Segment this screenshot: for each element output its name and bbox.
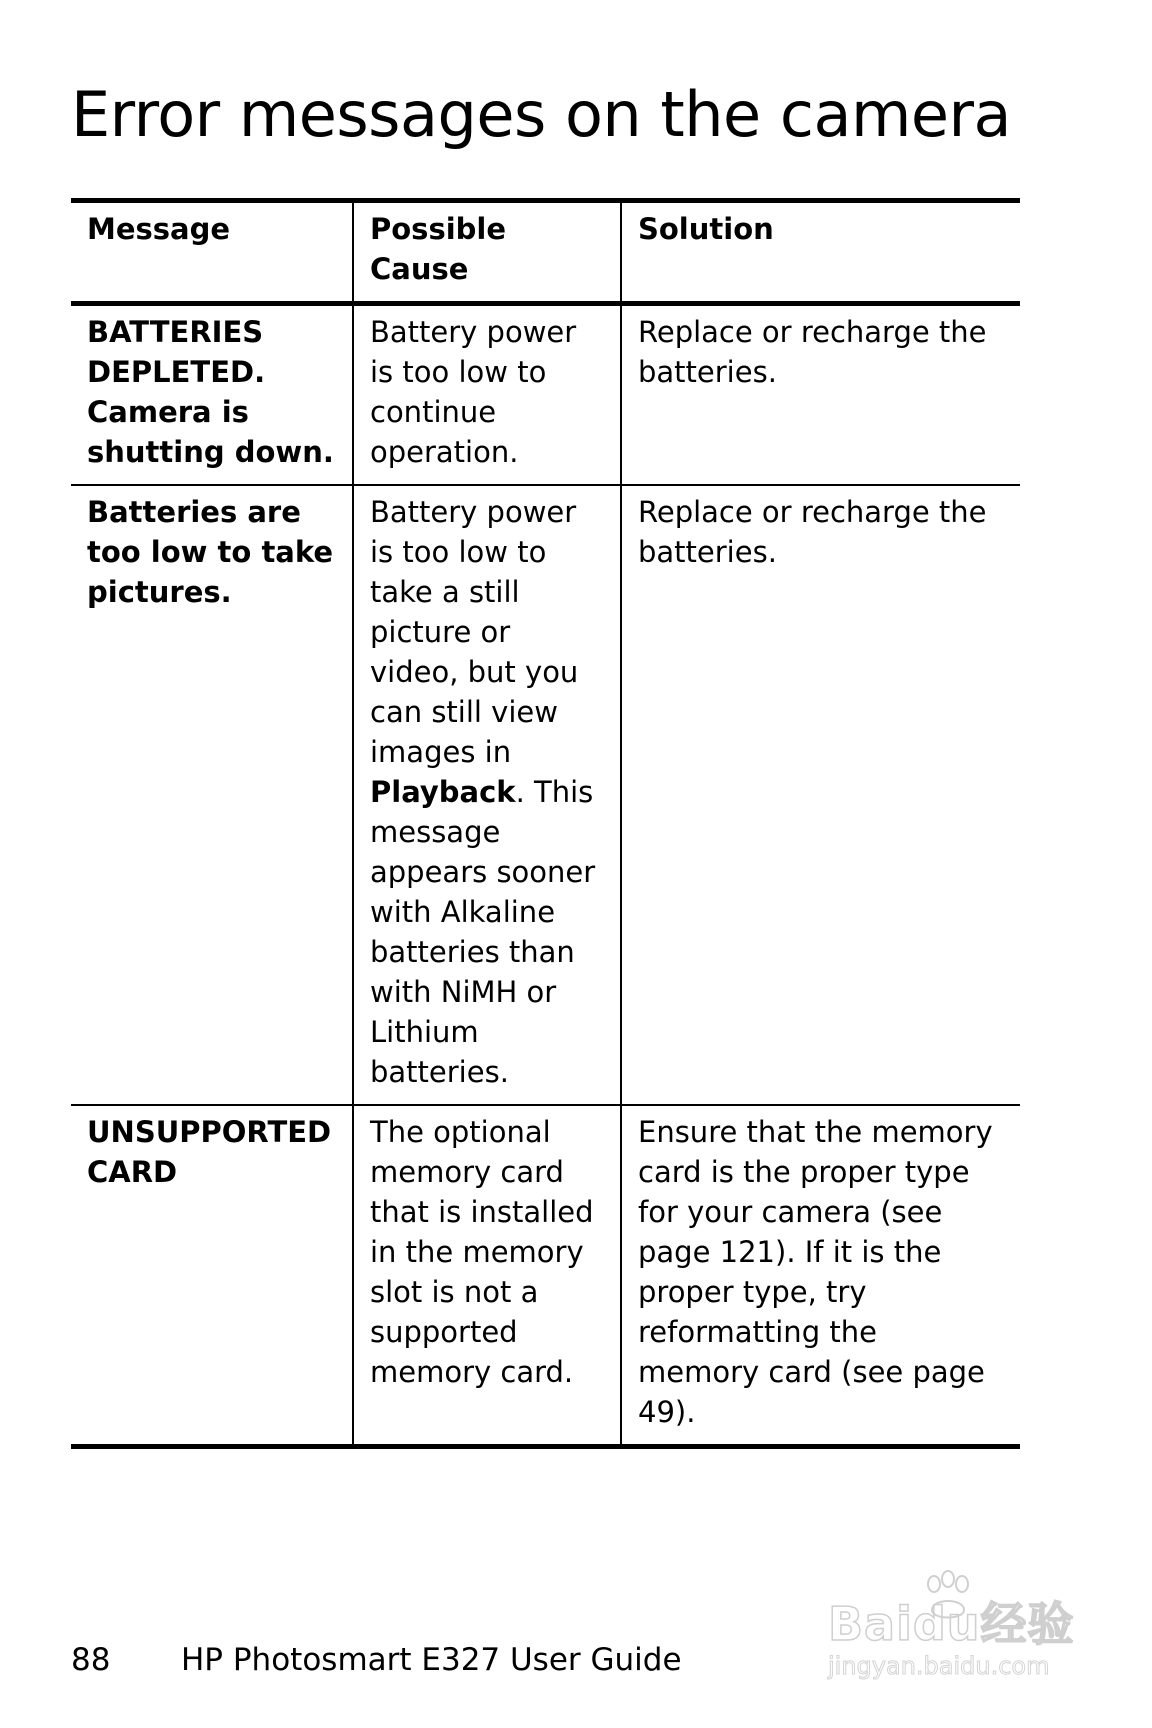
cause-keyword: Playback	[370, 775, 516, 809]
cause-text: Battery power is too low to take a still picture or video, but you can still view images in	[370, 495, 579, 769]
solution-cell: Replace or recharge the batteries.	[621, 485, 1020, 1105]
cause-text-after: . This message appears sooner with Alkaline batteries than with NiMH or Lithium batteries.	[370, 775, 596, 1089]
watermark-url: jingyan.baidu.com	[828, 1652, 1050, 1680]
cause-text: The optional memory card that is installed in the memory slot is not a supported memory card.	[370, 1115, 594, 1389]
message-cell: UNSUPPORTED CARD	[87, 1115, 332, 1189]
watermark-brand: Baidu经验	[828, 1597, 1075, 1651]
message-cell: Batteries are too low to take pictures.	[87, 495, 334, 609]
cause-cell	[353, 1105, 621, 1447]
table-header-row	[71, 201, 1020, 304]
page-number: 88	[71, 1642, 111, 1678]
cause-cell	[353, 304, 621, 486]
message-cell: BATTERIES DEPLETED. Camera is shutting down.	[87, 315, 334, 469]
guide-title: HP Photosmart E327 User Guide	[181, 1642, 682, 1678]
column-header-message: Message	[87, 212, 231, 246]
table-row	[71, 304, 1020, 486]
cause-cell	[353, 485, 621, 1105]
solution-cell: Ensure that the memory card is the proper type for your camera (see page 121). If it is the proper type, try reformatting the memory card (see page 49).	[621, 1105, 1020, 1447]
baidu-watermark	[820, 1570, 1090, 1700]
table-row	[71, 1105, 1020, 1447]
column-header-possible-cause: Possible Cause	[353, 201, 621, 304]
table-row	[71, 485, 1020, 1105]
column-header-solution: Solution	[621, 201, 1020, 304]
solution-cell: Replace or recharge the batteries.	[621, 304, 1020, 486]
page-footer	[71, 1642, 682, 1678]
cause-text: Battery power is too low to continue operation.	[370, 315, 577, 469]
error-messages-table	[71, 198, 1020, 1449]
page-title: Error messages on the camera	[71, 78, 1011, 151]
